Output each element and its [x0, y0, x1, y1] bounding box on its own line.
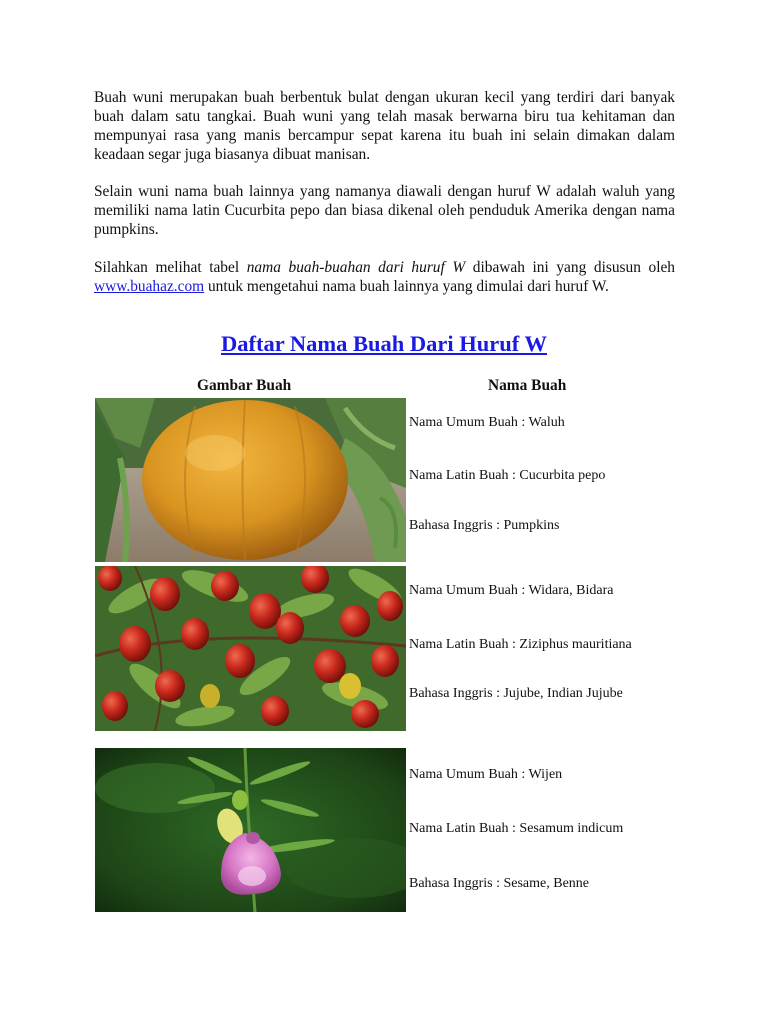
p3-italic-text: nama buah-buahan dari huruf W [246, 259, 466, 276]
wijen-common-name: Nama Umum Buah : Wijen [409, 767, 563, 782]
table-heading[interactable]: Daftar Nama Buah Dari Huruf W [220, 331, 548, 356]
waluh-latin-name: Nama Latin Buah : Cucurbita pepo [409, 468, 606, 483]
waluh-english-name: Bahasa Inggris : Pumpkins [409, 518, 560, 533]
widara-latin-name: Nama Latin Buah : Ziziphus mauritiana [409, 637, 632, 652]
intro-paragraph-wuni: Buah wuni merupakan buah berbentuk bulat dengan ukuran kecil yang terdiri dari banyak buah dalam satu tangkai. Buah wuni yang telah masak berwarna biru tua kehitaman dan mempunyai rasa yang manis bercampur sepat karena itu buah ini selain dimakan dalam keadaan segar juga biasanya dibuat manisan. [94, 89, 675, 163]
pumpkin-photo [95, 398, 406, 562]
column-header-image: Gambar Buah [197, 377, 292, 394]
wijen-english-name: Bahasa Inggris : Sesame, Benne [409, 876, 590, 891]
column-header-name: Nama Buah [488, 377, 567, 394]
widara-common-name: Nama Umum Buah : Widara, Bidara [409, 583, 614, 598]
paragraph-waluh: Selain wuni nama buah lainnya yang namanya diawali dengan huruf W adalah waluh yang memiliki nama latin Cucurbita pepo dan biasa dikenal oleh penduduk Amerika dengan nama pumpkins. [94, 183, 675, 238]
p3-text-after: untuk mengetahui nama buah lainnya yang dimulai dari huruf W. [204, 278, 609, 295]
wijen-latin-name: Nama Latin Buah : Sesamum indicum [409, 821, 624, 836]
jujube-photo [95, 566, 406, 731]
widara-english-name: Bahasa Inggris : Jujube, Indian Jujube [409, 686, 623, 701]
sesame-flower-photo [95, 748, 406, 912]
paragraph-table-intro [94, 258, 675, 296]
p3-text-middle: dibawah ini yang disusun oleh [465, 259, 676, 276]
p3-text-before: Silahkan melihat tabel [94, 259, 247, 276]
buahaz-link[interactable]: www.buahaz.com [94, 278, 205, 295]
waluh-common-name: Nama Umum Buah : Waluh [409, 415, 565, 430]
